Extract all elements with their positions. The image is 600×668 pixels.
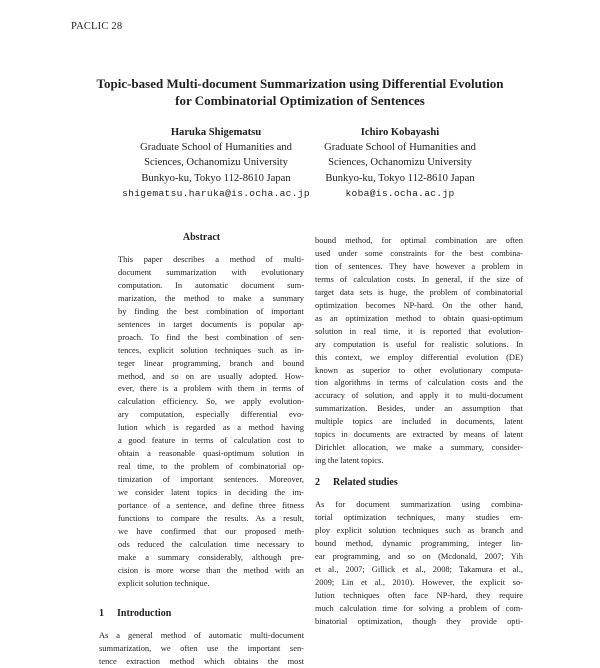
text-line: method, and so on are usually adopted. How-: [118, 370, 304, 381]
text-line: as an optimization method to obtain quasi-optimum: [315, 312, 523, 323]
text-line: much calculation time for solving a problem of com-: [315, 602, 523, 613]
text-line: torial optimization techniques, many studies em-: [315, 512, 523, 523]
text-line: we consider latent topics in deciding the im-: [118, 487, 304, 498]
introduction-body: [99, 629, 304, 668]
related-studies-body: [315, 498, 523, 628]
text-line: topics in documents are extracted by means of latent: [315, 429, 523, 440]
left-column: [99, 232, 304, 668]
text-line: binatorial optimization, though they provide opti-: [315, 615, 523, 626]
text-line: This paper describes a method of multi-: [118, 253, 304, 264]
text-line: ear programming, and so on (Mcdonald, 2007; Yih: [315, 550, 523, 561]
text-line: used under some constraints for the best combina-: [315, 247, 523, 258]
text-line: Dirichlet allocation, we make a summary, consider-: [315, 442, 523, 453]
text-line: 2009; Lin et al., 2010). However, the explicit so-: [315, 576, 523, 587]
text-line: portance of a sentence, and define three fitness: [118, 500, 304, 511]
text-line: target data sets is huge, the problem of combinatorial: [315, 286, 523, 297]
text-line: explicit solution technique.: [118, 577, 210, 588]
text-line: teger linear programming, branch and bound: [118, 357, 304, 368]
text-line: terms of calculation costs. In general, if the size of: [315, 273, 523, 284]
text-line: known as superior to other evolutionary computa-: [315, 364, 523, 375]
section-title: Introduction: [117, 607, 172, 619]
author-affiliation: Sciences, Ochanomizu University: [144, 157, 288, 169]
text-line: proach. To find the best combination of sen-: [118, 331, 304, 342]
title-line: Topic-based Multi-document Summarization using Differential Evolution: [96, 76, 504, 91]
text-line: summarization. Besides, under an assumption that: [315, 403, 523, 414]
text-line: document summarization with evolutionary: [118, 266, 304, 277]
text-line: functions to compare the results. As a result,: [118, 513, 304, 524]
text-line: timization of important sentences. Moreover,: [118, 474, 304, 485]
text-line: ploy explicit solution techniques such as branch and: [315, 525, 523, 536]
text-line: ary computation is useful for realistic solutions. In: [315, 338, 523, 349]
section-number: 2: [315, 477, 320, 489]
text-line: this context, we employ differential evolution (DE): [315, 351, 523, 362]
author-block: [290, 125, 510, 201]
text-line: summarization, we often use the important sen-: [99, 642, 304, 653]
running-header: PACLIC 28: [71, 21, 123, 32]
author-name: Haruka Shigematsu: [170, 127, 262, 138]
text-line: we have confirmed that our proposed meth-: [118, 525, 304, 536]
text-line: sentences in target documents is popular ap-: [118, 318, 304, 329]
section-heading-related-studies: [315, 477, 523, 490]
text-line: by finding the best combination of important: [118, 305, 304, 316]
section-heading-introduction: [99, 608, 304, 621]
text-line: optimization becomes NP-hard. On the other hand,: [315, 299, 523, 310]
text-line: tences, explicit solution techniques such as in-: [118, 344, 304, 355]
section-number: 1: [99, 607, 104, 619]
text-line: tion algorithms in terms of calculation costs and the: [315, 377, 523, 388]
text-line: lution techniques often face NP-hard, they require: [315, 589, 523, 600]
text-line: As for document summarization using combina-: [315, 499, 523, 510]
text-line: calculation efficiency. So, we apply evolution-: [118, 396, 304, 407]
text-line: bound method, dynamic programming, integer lin-: [315, 537, 523, 548]
text-line: make a summary considerably, although pre-: [118, 551, 304, 562]
text-line: obtain a reasonable quasi-optimum solution in: [118, 448, 304, 459]
author-address: Bunkyo-ku, Tokyo 112-8610 Japan: [141, 172, 291, 184]
text-line: ing the latent topics.: [315, 455, 384, 466]
author-affiliation: Graduate School of Humanities and: [140, 142, 292, 154]
text-line: marization, the method to make a summary: [118, 292, 304, 303]
right-column: [315, 234, 523, 628]
text-line: solution in real time, it is reported that evolution-: [315, 325, 523, 336]
text-line: multiple topics are included in documents, latent: [315, 416, 523, 427]
paper-title: [60, 75, 540, 109]
abstract-heading: Abstract: [182, 232, 221, 243]
author-email: koba@is.ocha.ac.jp: [345, 187, 455, 199]
text-line: ary computation, especially differential evo-: [118, 409, 304, 420]
text-line: tence extraction method which obtains the most: [99, 655, 304, 666]
right-column-body: [315, 234, 523, 467]
text-line: lution which is regarded as a method having: [118, 422, 304, 433]
text-line: accuracy of solution, and apply it to multi-document: [315, 390, 523, 401]
author-address: Bunkyo-ku, Tokyo 112-8610 Japan: [325, 172, 475, 184]
text-line: computation. In automatic document sum-: [118, 279, 304, 290]
text-line: real time, to the problem of combinatorial op-: [118, 461, 304, 472]
author-name: Ichiro Kobayashi: [360, 127, 440, 138]
text-line: ever, there is a problem with them in terms of: [118, 383, 304, 394]
author-affiliation: Sciences, Ochanomizu University: [328, 157, 472, 169]
text-line: cision is more worse than the method with an: [118, 564, 304, 575]
text-line: ods reduced the calculation time necessary to: [118, 538, 304, 549]
author-email: shigematsu.haruka@is.ocha.ac.jp: [122, 187, 310, 199]
text-line: bound method, for optimal combination are often: [315, 235, 523, 245]
section-title: Related studies: [333, 477, 398, 489]
abstract-body: [99, 253, 304, 590]
author-affiliation: Graduate School of Humanities and: [324, 142, 476, 154]
text-line: a good feature in terms of calculation cost to: [118, 435, 304, 446]
text-line: tion of sentences. They have however a problem in: [315, 260, 523, 271]
text-line: et al., 2007; Gillick et al., 2008; Takamura et al.,: [315, 563, 523, 574]
text-line: As a general method of automatic multi-document: [99, 629, 304, 640]
title-line: for Combinatorial Optimization of Sentences: [175, 93, 425, 108]
